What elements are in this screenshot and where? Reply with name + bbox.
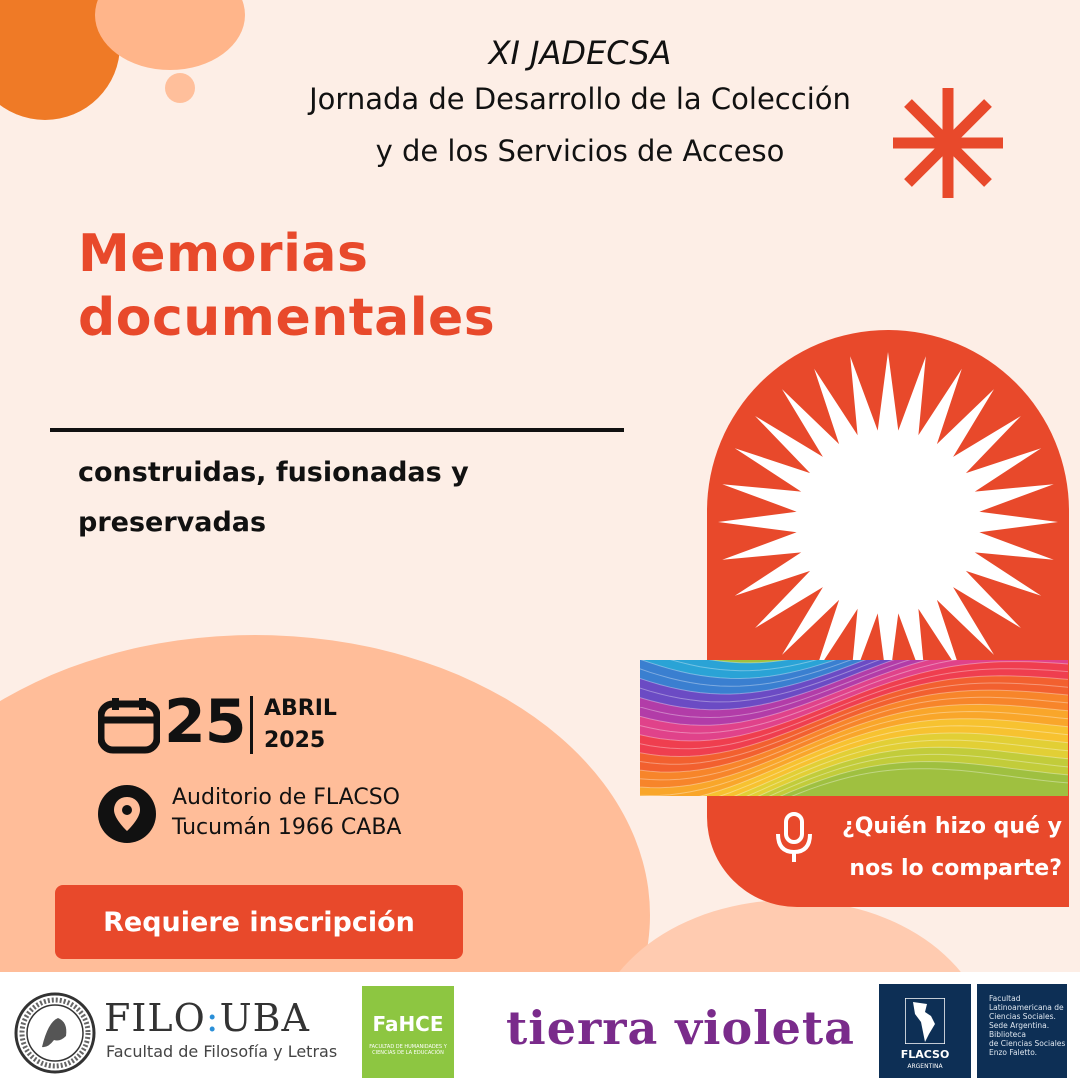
callout-question	[822, 806, 1062, 890]
flacso-logo	[879, 984, 971, 1078]
filo-uba-logo	[104, 996, 310, 1040]
americas-map-icon	[905, 998, 945, 1044]
event-header	[230, 33, 930, 177]
filo-subtitle: Facultad de Filosofía y Letras	[106, 1042, 338, 1061]
calendar-icon	[98, 698, 160, 754]
divider	[50, 428, 624, 432]
sunburst-icon	[707, 340, 1069, 680]
event-month: ABRIL	[264, 696, 337, 721]
flacso-text-line: de Ciencias Sociales	[989, 1039, 1066, 1048]
flacso-text-line: Latinoamericana de	[989, 1003, 1064, 1012]
event-edition: XI JADECSA	[488, 34, 672, 72]
asterisk-icon	[893, 88, 1003, 198]
location-pin-icon	[98, 785, 156, 843]
flacso-country: ARGENTINA	[907, 1063, 943, 1070]
sponsor-logo-bar	[0, 972, 1080, 1080]
fahce-subtitle: FACULTAD DE HUMANIDADES Y CIENCIAS DE LA EDUCACIÓN	[369, 1044, 447, 1056]
date-separator	[250, 696, 253, 754]
event-year: 2025	[264, 728, 326, 753]
fahce-logo	[362, 986, 454, 1078]
rainbow-waves-image	[640, 660, 1068, 796]
flacso-name: FLACSO	[900, 1048, 950, 1061]
venue-address: Tucumán 1966 CABA	[172, 815, 402, 840]
flacso-text-line: Enzo Faletto.	[989, 1048, 1038, 1057]
flacso-text-line: Facultad	[989, 994, 1021, 1003]
page-title	[78, 222, 495, 350]
venue-name: Auditorio de FLACSO	[172, 785, 400, 810]
uba-text: UBA	[219, 996, 310, 1040]
callout-line2: nos lo comparte?	[849, 856, 1062, 881]
title-line1: Memorias	[78, 224, 369, 284]
decor-dot	[165, 73, 195, 103]
tierra-violeta-logo: tierra violeta	[506, 1001, 855, 1055]
filo-text: FILO	[104, 996, 206, 1040]
event-name-line1: Jornada de Desarrollo de la Colección	[309, 82, 851, 116]
callout-line1: ¿Quién hizo qué y	[841, 814, 1062, 839]
venue-text	[172, 783, 401, 843]
fahce-name: FaHCE	[372, 1012, 444, 1036]
flacso-text-line: Biblioteca	[989, 1030, 1027, 1039]
register-button[interactable]: Requiere inscripción	[55, 885, 463, 959]
filo-colon: :	[205, 996, 220, 1040]
microphone-icon	[772, 812, 816, 864]
title-line2: documentales	[78, 288, 496, 348]
subtitle: construidas, fusionadas y preservadas	[78, 457, 469, 538]
flacso-description	[975, 984, 1067, 1078]
event-day: 25	[164, 687, 246, 757]
uba-seal-icon	[14, 992, 96, 1074]
flacso-text-line: Ciencias Sociales.	[989, 1012, 1056, 1021]
flacso-text-line: Sede Argentina.	[989, 1021, 1050, 1030]
event-name-line2: y de los Servicios de Acceso	[375, 134, 785, 168]
